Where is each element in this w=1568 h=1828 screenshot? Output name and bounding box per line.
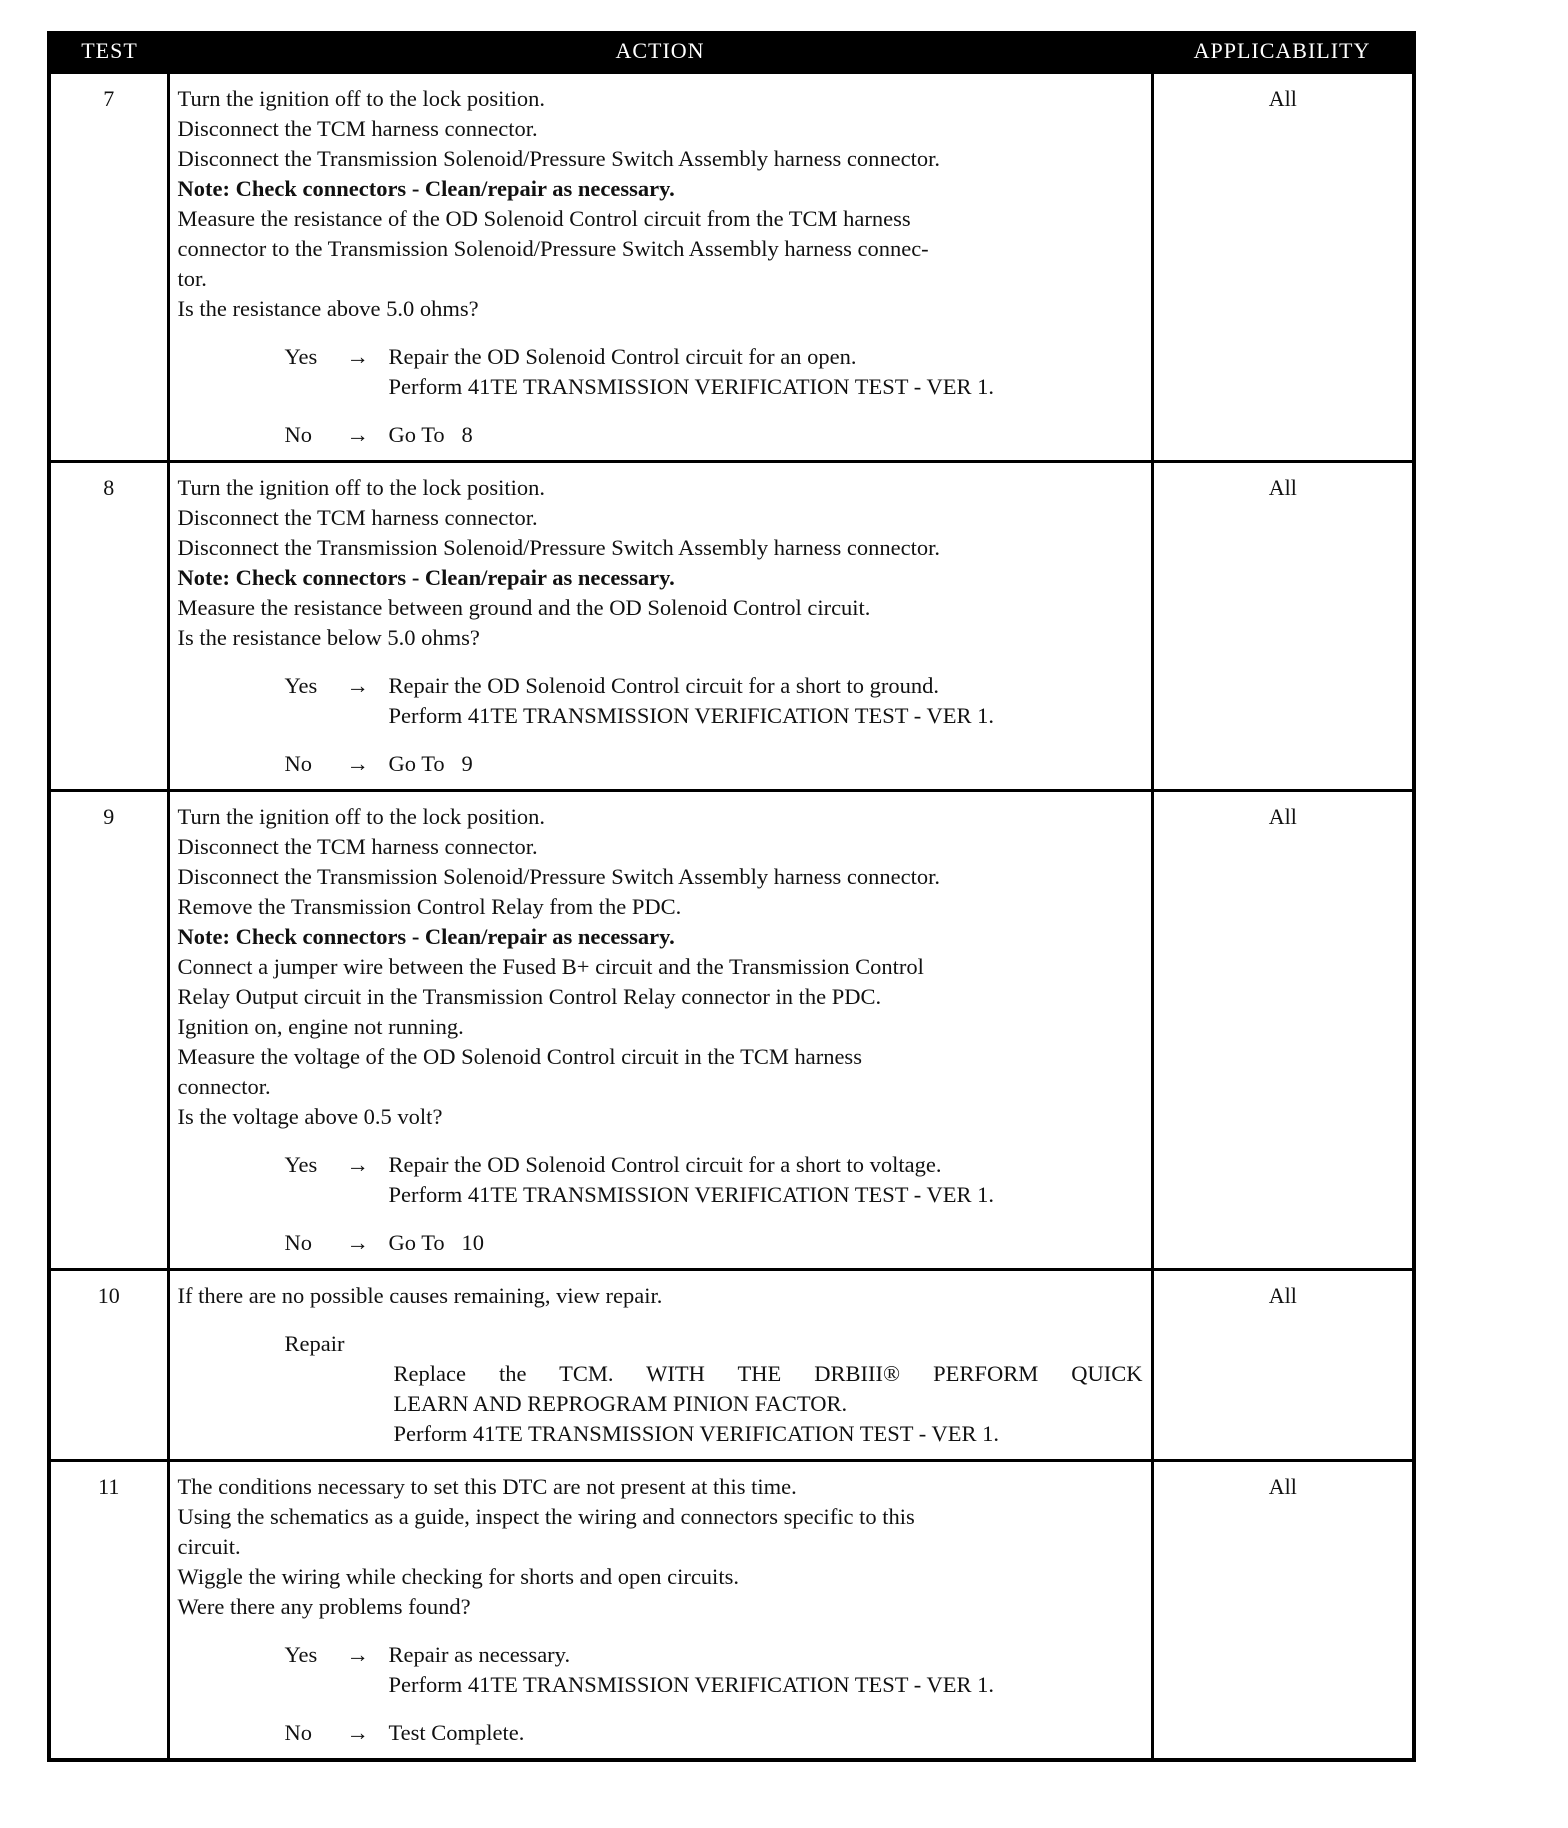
no-result: Test Complete. bbox=[388, 1720, 525, 1745]
yes-result bbox=[389, 671, 1143, 731]
applicability-value: All bbox=[1152, 1461, 1414, 1761]
action-line: Connect a jumper wire between the Fused B+ circuit and the Transmission Control bbox=[177, 954, 924, 979]
applicability-value: All bbox=[1152, 1270, 1414, 1461]
test-number: 9 bbox=[49, 791, 168, 1270]
no-outcome bbox=[178, 1718, 1143, 1748]
action-line: Measure the resistance between ground and the OD Solenoid Control circuit. bbox=[177, 595, 871, 620]
action-line: Disconnect the TCM harness connector. bbox=[177, 505, 538, 530]
no-label: No bbox=[284, 1230, 312, 1255]
action-line: tor. bbox=[177, 266, 207, 291]
action-line: Remove the Transmission Control Relay from the PDC. bbox=[177, 894, 682, 919]
test-procedure-table bbox=[47, 31, 1416, 1762]
yes-label: Yes bbox=[284, 344, 318, 369]
header-action: ACTION bbox=[168, 31, 1152, 73]
applicability-value: All bbox=[1152, 462, 1414, 791]
note-line: Note: Check connectors - Clean/repair as necessary. bbox=[177, 924, 675, 949]
action-line: Disconnect the Transmission Solenoid/Pressure Switch Assembly harness connector. bbox=[177, 864, 940, 889]
action-cell bbox=[168, 1461, 1152, 1761]
test-number: 7 bbox=[49, 73, 168, 462]
action-line: Disconnect the TCM harness connector. bbox=[177, 834, 538, 859]
no-label: No bbox=[284, 422, 312, 447]
table-row bbox=[49, 1270, 1414, 1461]
question-line: Were there any problems found? bbox=[177, 1594, 471, 1619]
repair-label: Repair bbox=[284, 1331, 345, 1356]
header-applicability: APPLICABILITY bbox=[1152, 31, 1414, 73]
test-number: 10 bbox=[49, 1270, 168, 1461]
repair-line: Replace the TCM. WITH THE DRBIII® PERFORM QUICK bbox=[393, 1361, 1143, 1386]
action-line: Ignition on, engine not running. bbox=[177, 1014, 464, 1039]
no-result: Go To 8 bbox=[388, 422, 473, 447]
yes-label: Yes bbox=[284, 673, 318, 698]
yes-label: Yes bbox=[284, 1152, 318, 1177]
action-cell bbox=[168, 1270, 1152, 1461]
action-line: Turn the ignition off to the lock position. bbox=[177, 475, 546, 500]
action-line: Turn the ignition off to the lock position. bbox=[177, 804, 546, 829]
arrow-icon: → bbox=[346, 1642, 369, 1667]
applicability-value: All bbox=[1152, 791, 1414, 1270]
action-line: The conditions necessary to set this DTC are not present at this time. bbox=[177, 1474, 797, 1499]
action-line: connector to the Transmission Solenoid/Pressure Switch Assembly harness connec- bbox=[177, 236, 929, 261]
arrow-icon: → bbox=[346, 1230, 369, 1255]
test-number: 8 bbox=[49, 462, 168, 791]
yes-result-line: Repair the OD Solenoid Control circuit for an open. bbox=[388, 344, 857, 369]
yes-result-line: Perform 41TE TRANSMISSION VERIFICATION TEST - VER 1. bbox=[388, 1672, 994, 1697]
action-cell bbox=[168, 791, 1152, 1270]
no-label: No bbox=[284, 1720, 312, 1745]
no-result: Go To 10 bbox=[388, 1230, 485, 1255]
action-cell bbox=[168, 462, 1152, 791]
no-result: Go To 9 bbox=[388, 751, 473, 776]
action-line: connector. bbox=[177, 1074, 271, 1099]
action-line: circuit. bbox=[177, 1534, 241, 1559]
arrow-icon: → bbox=[346, 1152, 369, 1177]
action-cell bbox=[168, 73, 1152, 462]
yes-result bbox=[389, 342, 1143, 402]
yes-label: Yes bbox=[284, 1642, 318, 1667]
question-line: Is the voltage above 0.5 volt? bbox=[177, 1104, 443, 1129]
yes-outcome bbox=[178, 342, 1143, 402]
arrow-icon: → bbox=[346, 344, 369, 369]
repair-text bbox=[178, 1359, 1143, 1449]
arrow-icon: → bbox=[346, 1720, 369, 1745]
table-row bbox=[49, 1461, 1414, 1761]
test-number: 11 bbox=[49, 1461, 168, 1761]
action-line: Measure the resistance of the OD Solenoid Control circuit from the TCM harness bbox=[177, 206, 911, 231]
table-header-row bbox=[49, 31, 1414, 73]
action-line: Disconnect the Transmission Solenoid/Pressure Switch Assembly harness connector. bbox=[177, 535, 940, 560]
yes-result-line: Perform 41TE TRANSMISSION VERIFICATION TEST - VER 1. bbox=[388, 1182, 994, 1207]
question-line: Is the resistance below 5.0 ohms? bbox=[177, 625, 480, 650]
no-label: No bbox=[284, 751, 312, 776]
action-line: Using the schematics as a guide, inspect the wiring and connectors specific to this bbox=[177, 1504, 915, 1529]
repair-line: LEARN AND REPROGRAM PINION FACTOR. bbox=[393, 1391, 848, 1416]
yes-outcome bbox=[178, 1640, 1143, 1700]
no-outcome bbox=[178, 1228, 1143, 1258]
action-line: Disconnect the TCM harness connector. bbox=[177, 116, 538, 141]
table-row bbox=[49, 462, 1414, 791]
table-row bbox=[49, 791, 1414, 1270]
header-test: TEST bbox=[49, 31, 168, 73]
action-line: If there are no possible causes remaining, view repair. bbox=[177, 1283, 663, 1308]
action-line: Disconnect the Transmission Solenoid/Pressure Switch Assembly harness connector. bbox=[177, 146, 940, 171]
yes-result-line: Repair the OD Solenoid Control circuit for a short to ground. bbox=[388, 673, 940, 698]
table-row bbox=[49, 73, 1414, 462]
action-line: Relay Output circuit in the Transmission Control Relay connector in the PDC. bbox=[177, 984, 882, 1009]
yes-outcome bbox=[178, 671, 1143, 731]
no-outcome bbox=[178, 749, 1143, 779]
arrow-icon: → bbox=[346, 751, 369, 776]
action-line: Turn the ignition off to the lock position. bbox=[177, 86, 546, 111]
action-line: Wiggle the wiring while checking for shorts and open circuits. bbox=[177, 1564, 739, 1589]
yes-result-line: Perform 41TE TRANSMISSION VERIFICATION TEST - VER 1. bbox=[388, 703, 994, 728]
yes-result bbox=[389, 1640, 1143, 1700]
yes-result-line: Repair as necessary. bbox=[388, 1642, 571, 1667]
repair-line: Perform 41TE TRANSMISSION VERIFICATION TEST - VER 1. bbox=[393, 1421, 999, 1446]
action-line: Measure the voltage of the OD Solenoid Control circuit in the TCM harness bbox=[177, 1044, 862, 1069]
yes-result bbox=[389, 1150, 1143, 1210]
question-line: Is the resistance above 5.0 ohms? bbox=[177, 296, 479, 321]
note-line: Note: Check connectors - Clean/repair as necessary. bbox=[177, 565, 675, 590]
arrow-icon: → bbox=[346, 422, 369, 447]
arrow-icon: → bbox=[346, 673, 369, 698]
yes-outcome bbox=[178, 1150, 1143, 1210]
yes-result-line: Perform 41TE TRANSMISSION VERIFICATION TEST - VER 1. bbox=[388, 374, 994, 399]
note-line: Note: Check connectors - Clean/repair as necessary. bbox=[177, 176, 675, 201]
applicability-value: All bbox=[1152, 73, 1414, 462]
repair-block bbox=[178, 1329, 1143, 1449]
diagnostic-procedure-document bbox=[47, 31, 1412, 1762]
yes-result-line: Repair the OD Solenoid Control circuit for a short to voltage. bbox=[388, 1152, 942, 1177]
no-outcome bbox=[178, 420, 1143, 450]
